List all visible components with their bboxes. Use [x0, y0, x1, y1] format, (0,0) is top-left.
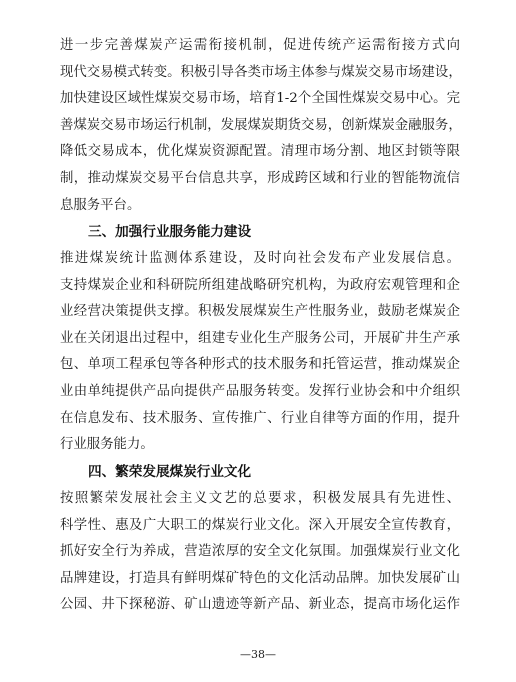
text-line: 公园、井下探秘游、矿山遗迹等新产品、新业态，提高市场化运作: [60, 597, 460, 613]
page-number: —38—: [240, 648, 276, 661]
paragraph-transaction-market: [60, 33, 460, 219]
text-line: 抓好安全行为养成，营造浓厚的安全文化氛围。加强煤炭行业文化: [60, 544, 460, 560]
text-line: 推进煤炭统计监测体系建设，及时向社会发布产业发展信息。: [60, 251, 460, 266]
section-heading-industry-service: 三、加强行业服务能力建设: [88, 224, 252, 240]
text-line: 行业服务能力。: [60, 437, 154, 453]
text-line: 业由单纯提供产品向提供产品服务转变。发挥行业协会和中介组织: [60, 383, 460, 399]
text-line: 业在关闭退出过程中，组建专业化生产服务公司，开展矿井生产承: [60, 330, 460, 346]
paragraph-industry-culture: [60, 486, 460, 619]
text-line: 现代交易模式转变。积极引导各类市场主体参与煤炭交易市场建设，: [60, 64, 462, 80]
text-line: 品牌建设，打造具有鲜明煤矿特色的文化活动品牌。加快发展矿山: [60, 570, 460, 586]
text-line: 在信息发布、技术服务、宣传推广、行业自律等方面的作用，提升: [60, 410, 460, 426]
section-heading-industry-culture: 四、繁荣发展煤炭行业文化: [88, 464, 252, 480]
text-line: 业经营决策提供支撑。积极发展煤炭生产性服务业，鼓励老煤炭企: [60, 304, 460, 320]
text-line: 科学性、惠及广大职工的煤炭行业文化。深入开展安全宣传教育，: [60, 517, 460, 533]
text-line: 加快建设区域性煤炭交易市场，培育1-2个全国性煤炭交易中心。完: [60, 91, 460, 107]
text-line: 降低交易成本，优化煤炭资源配置。清理市场分割、地区封锁等限: [60, 144, 460, 160]
text-line: 按照繁荣发展社会主义文艺的总要求，积极发展具有先进性、: [60, 491, 460, 506]
text-line: 包、单项工程承包等各种形式的技术服务和托管运营，推动煤炭企: [60, 357, 460, 373]
paragraph-industry-service: [60, 246, 460, 459]
text-line: 制，推动煤炭交易平台信息共享，形成跨区域和行业的智能物流信: [60, 170, 460, 186]
text-line: 支持煤炭企业和科研院所组建战略研究机构，为政府宏观管理和企: [60, 277, 460, 293]
text-line: 息服务平台。: [60, 197, 141, 213]
text-line: 善煤炭交易市场运行机制，发展煤炭期货交易，创新煤炭金融服务，: [60, 117, 462, 133]
text-line: 进一步完善煤炭产运需衔接机制，促进传统产运需衔接方式向: [60, 38, 460, 53]
